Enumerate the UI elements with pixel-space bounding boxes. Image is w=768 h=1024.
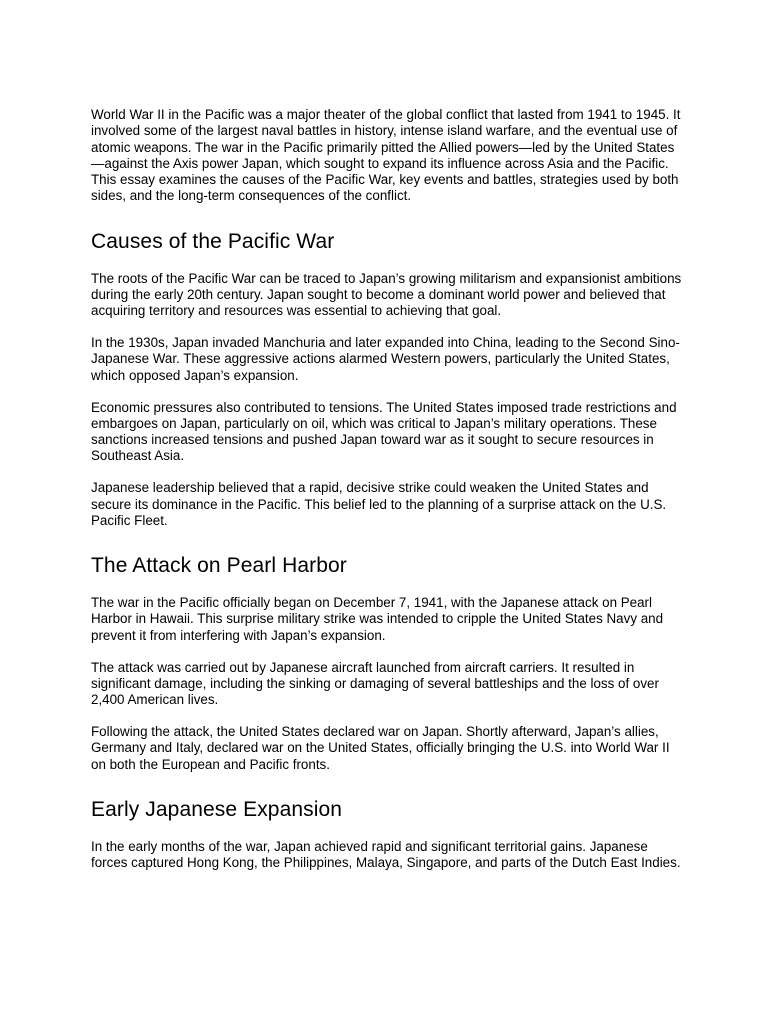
- paragraph: In the 1930s, Japan invaded Manchuria and later expanded into China, leading to the Second Sino-Japanese War. These aggressive actions alarmed Western powers, particularly the United States, which opposed Japan’s expansion.: [91, 335, 680, 383]
- intro-paragraph: World War II in the Pacific was a major theater of the global conflict that lasted from 1941 to 1945. It involved some of the largest naval battles in history, intense island warfare, and the eventual use of atomic weapons. The war in the Pacific primarily pitted the Allied powers—led by the United States—against the Axis power Japan, which sought to expand its influence across Asia and the Pacific. This essay examines the causes of the Pacific War, key events and battles, strategies used by both sides, and the long-term consequences of the conflict.: [91, 107, 681, 204]
- paragraph: Japanese leadership believed that a rapid, decisive strike could weaken the United States and secure its dominance in the Pacific. This belief led to the planning of a surprise attack on the U.S. Pacific Fleet.: [91, 480, 667, 528]
- paragraph: The roots of the Pacific War can be traced to Japan’s growing militarism and expansionist ambitions during the early 20th century. Japan sought to become a dominant world power and believed that acquiring territory and resources was essential to achieving that goal.: [91, 270, 682, 319]
- section-heading-pearl-harbor: The Attack on Pearl Harbor: [91, 554, 347, 578]
- section-heading-causes: Causes of the Pacific War: [91, 229, 335, 253]
- document-page: [91, 107, 683, 887]
- paragraph: The attack was carried out by Japanese aircraft launched from aircraft carriers. It resulted in significant damage, including the sinking or damaging of several battleships and the loss of over 2,400 American lives.: [91, 659, 659, 708]
- paragraph: Following the attack, the United States declared war on Japan. Shortly afterward, Japan’s allies, Germany and Italy, declared war on the United States, officially bringing the U.S. into World War II on both the European and Pacific fronts.: [91, 723, 670, 772]
- paragraph: Economic pressures also contributed to tensions. The United States imposed trade restrictions and embargoes on Japan, particularly on oil, which was critical to Japan’s military operations. These sanctions increased tensions and pushed Japan toward war as it sought to secure resources in Southeast Asia.: [91, 399, 677, 464]
- paragraph: The war in the Pacific officially began on December 7, 1941, with the Japanese attack on Pearl Harbor in Hawaii. This surprise military strike was intended to cripple the United States Navy and prevent it from interfering with Japan’s expansion.: [91, 595, 664, 643]
- section-heading-early-expansion: Early Japanese Expansion: [91, 797, 343, 821]
- paragraph: In the early months of the war, Japan achieved rapid and significant territorial gains. Japanese forces captured Hong Kong, the Philippines, Malaya, Singapore, and parts of the Dutch East Indies.: [91, 838, 681, 871]
